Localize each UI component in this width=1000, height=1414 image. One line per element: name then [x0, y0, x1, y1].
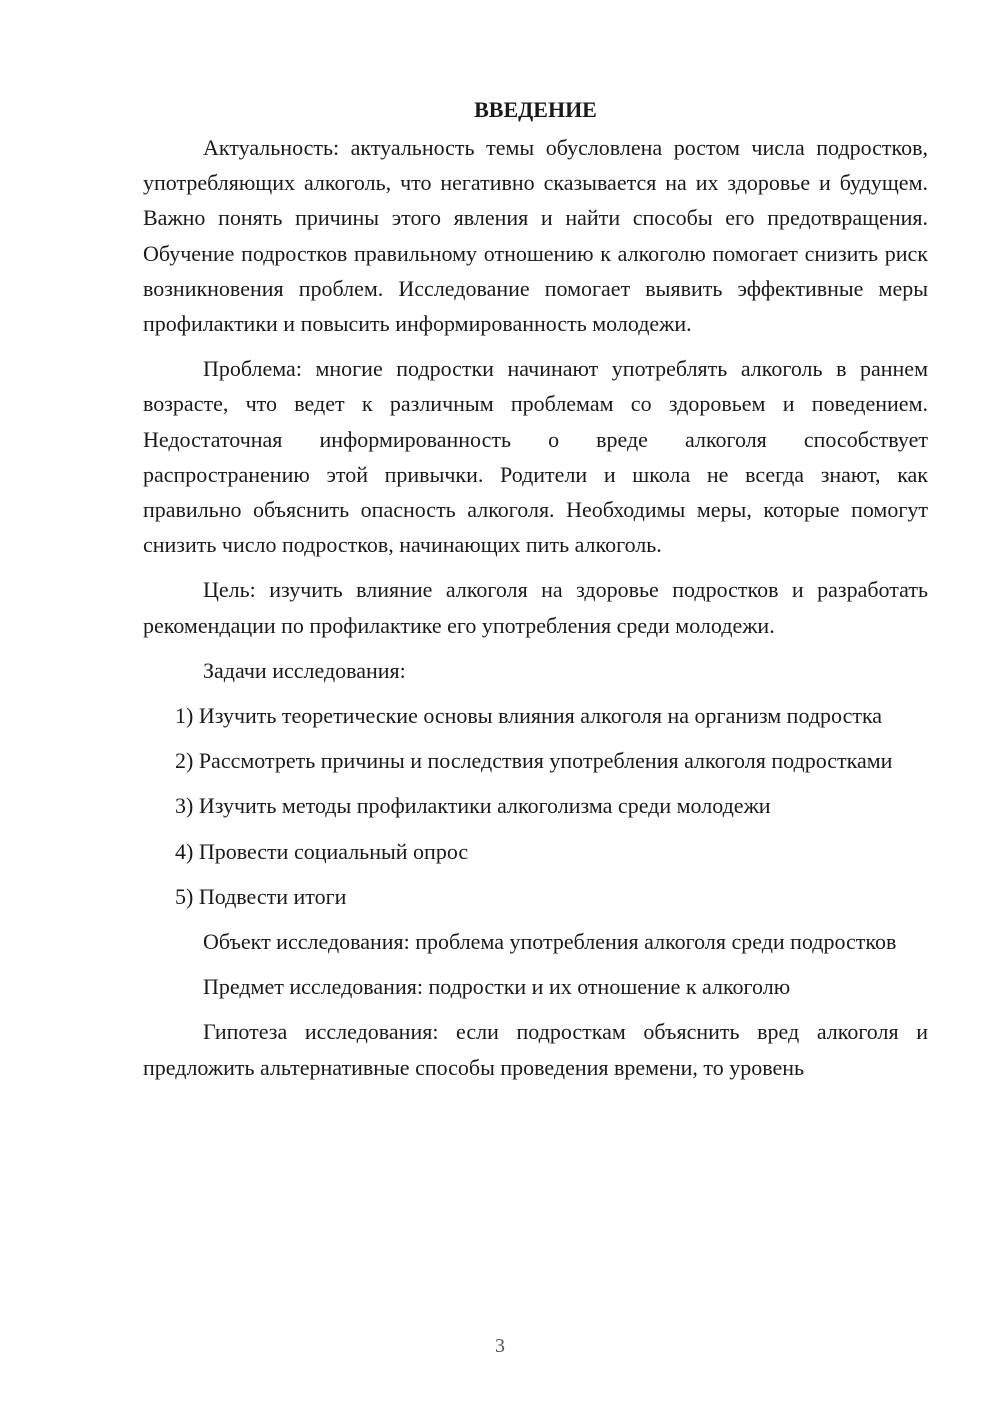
paragraph-relevance: Актуальность: актуальность темы обусловлена ростом числа подростков, употребляющих алкоголь, что негативно сказывается на их здоровье и будущем. Важно понять причины этого явления и найти способы его предотвращения. Обучение подростков правильному отношению к алкоголю помогает снизить риск возникновения проблем. Исследование помогает выявить эффективные меры профилактики и повысить информированность молодежи. [143, 135, 928, 337]
paragraph-object: Объект исследования: проблема употребления алкоголя среди подростков [203, 929, 897, 955]
task-item-1: 1) Изучить теоретические основы влияния алкоголя на организм подростка [175, 703, 883, 729]
paragraph-hypothesis: Гипотеза исследования: если подросткам объяснить вред алкоголя и предложить альтернативные способы проведения времени, то уровень [143, 1019, 928, 1080]
page-number: 3 [495, 1335, 505, 1357]
paragraph-tasks-heading: Задачи исследования: [203, 657, 406, 683]
task-item-2: 2) Рассмотреть причины и последствия употребления алкоголя подростками [175, 748, 893, 774]
document-page [143, 92, 928, 1095]
task-item-4: 4) Провести социальный опрос [175, 838, 469, 864]
task-item-3: 3) Изучить методы профилактики алкоголизма среди молодежи [175, 793, 771, 819]
paragraph-goal: Цель: изучить влияние алкоголя на здоровье подростков и разработать рекомендации по профилактике его употребления среди молодежи. [143, 577, 928, 638]
task-item-5: 5) Подвести итоги [175, 883, 347, 909]
section-title: ВВЕДЕНИЕ [474, 97, 597, 122]
paragraph-problem: Проблема: многие подростки начинают употреблять алкоголь в раннем возрасте, что ведет к различным проблемам со здоровьем и поведением. Недостаточная информированность о вреде алкоголя способствует распространению этой привычки. Родители и школа не всегда знают, как правильно объяснить опасность алкоголя. Необходимы меры, которые помогут снизить число подростков, начинающих пить алкоголь. [143, 356, 928, 558]
paragraph-subject: Предмет исследования: подростки и их отношение к алкоголю [203, 974, 791, 1000]
